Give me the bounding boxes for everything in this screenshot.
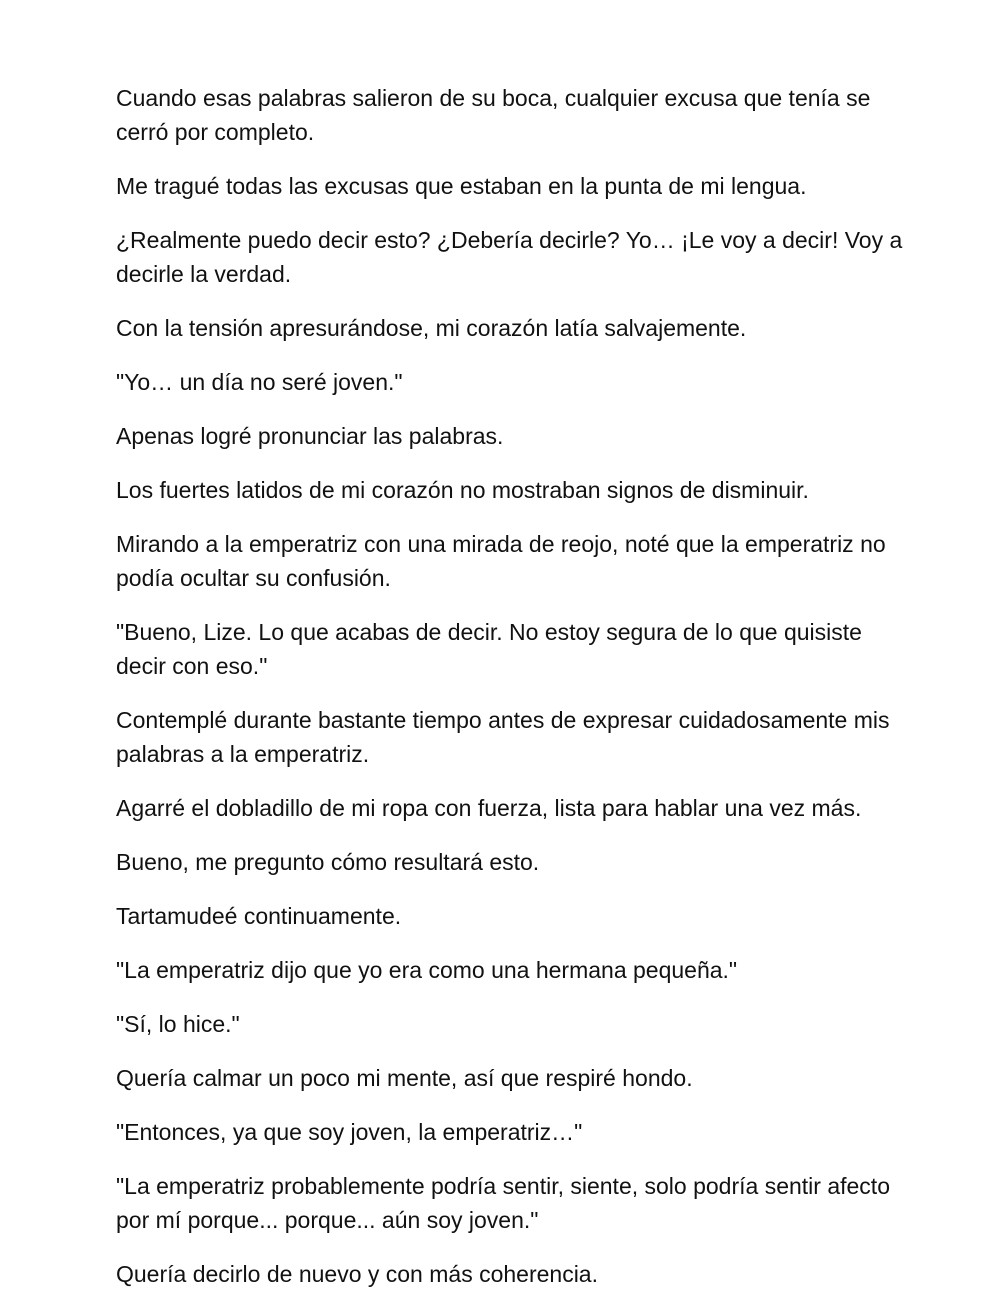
paragraph: "Sí, lo hice." [116,1011,240,1037]
paragraph: Me tragué todas las excusas que estaban en la punta de mi lengua. [116,173,807,199]
paragraph: Bueno, me pregunto cómo resultará esto. [116,849,540,875]
paragraph: Contemplé durante bastante tiempo antes de expresar cuidadosamente mis palabras a la emperatriz. [116,707,890,767]
paragraph: Quería decirlo de nuevo y con más coherencia. [116,1261,598,1287]
paragraph: ¿Realmente puedo decir esto? ¿Debería decirle? Yo… ¡Le voy a decir! Voy a decirle la verdad. [116,227,903,287]
paragraph: "Yo… un día no seré joven." [116,369,403,395]
paragraph: Los fuertes latidos de mi corazón no mostraban signos de disminuir. [116,477,809,503]
paragraph: Cuando esas palabras salieron de su boca, cualquier excusa que tenía se cerró por completo. [116,85,871,145]
paragraph: Tartamudeé continuamente. [116,903,402,929]
document-body [116,81,906,1300]
paragraph: Quería calmar un poco mi mente, así que respiré hondo. [116,1065,693,1091]
paragraph: "La emperatriz probablemente podría sentir, siente, solo podría sentir afecto por mí porque... porque... aún soy joven." [116,1173,890,1233]
paragraph: "Entonces, ya que soy joven, la emperatriz…" [116,1119,583,1145]
paragraph: "Bueno, Lize. Lo que acabas de decir. No estoy segura de lo que quisiste decir con eso." [116,619,862,679]
paragraph: Apenas logré pronunciar las palabras. [116,423,504,449]
paragraph: Agarré el dobladillo de mi ropa con fuerza, lista para hablar una vez más. [116,795,862,821]
paragraph: "La emperatriz dijo que yo era como una hermana pequeña." [116,957,738,983]
paragraph: Mirando a la emperatriz con una mirada de reojo, noté que la emperatriz no podía ocultar su confusión. [116,531,886,591]
paragraph: Con la tensión apresurándose, mi corazón latía salvajemente. [116,315,747,341]
